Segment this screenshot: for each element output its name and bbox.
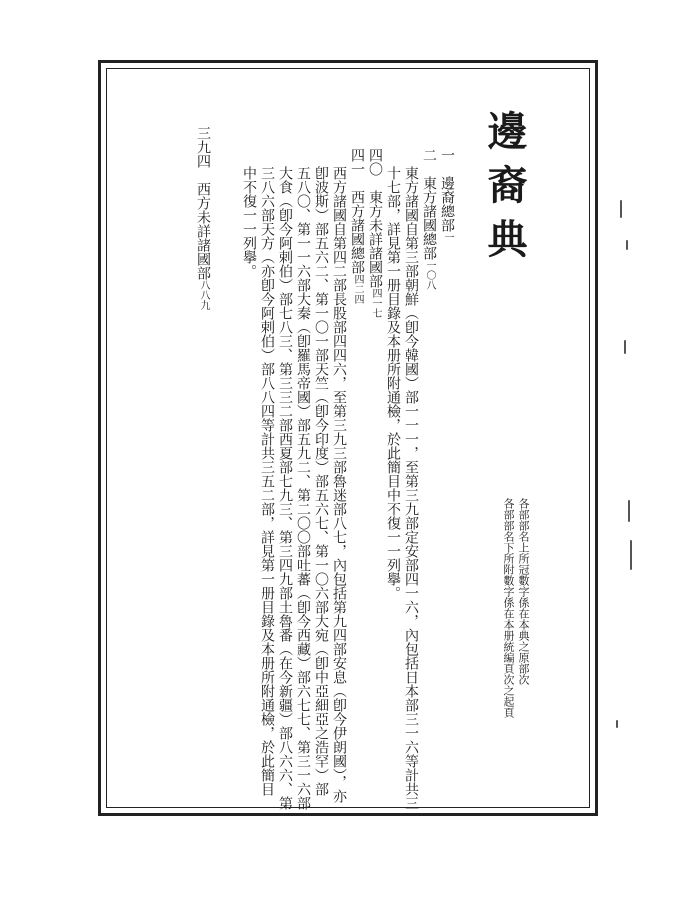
entry-label: 邊裔總部 — [439, 176, 455, 232]
entry-label: 西方未詳諸國部 — [195, 182, 211, 280]
note-line-1: 各部部名上所冠數字係在本典之原部次 — [517, 498, 530, 685]
entry-number: 一 — [439, 148, 455, 162]
entry-number: 四一 — [349, 148, 365, 176]
note-line-2: 各部部名下所附數字係在本册統編頁次之起頁 — [502, 498, 515, 718]
entry-number: 二 — [421, 148, 437, 162]
entry-label: 西方諸國總部 — [349, 190, 365, 274]
toc-detail-line: 十七部，詳見第一册目錄及本册所附通檢，於此簡目中不復一一列擧。 — [385, 166, 401, 600]
toc-detail-line: 東方諸國自第三部朝鮮（卽今韓國）部一一一，至第三九部定安部四一六，內包括日本部三一六等計共三 — [403, 166, 419, 810]
toc-detail-line: 西方諸國自第四二部長股部四四六，至第三九三部魯迷部八七，內包括第九四部安息（卽今伊朗國），亦 — [331, 166, 347, 803]
toc-entry-1 — [440, 148, 454, 242]
entry-number: 四〇 — [367, 148, 383, 176]
toc-entry-41 — [350, 148, 364, 304]
toc-detail-line: 卽波斯）部五六二、第一〇一部天竺（卽今印度）部五六七、第一〇六部大宛（卽中亞細亞之浩罕）部 — [313, 166, 329, 796]
scan-noise — [606, 200, 646, 700]
entry-number: 三九四 — [195, 126, 211, 168]
toc-entry-40 — [368, 148, 382, 318]
toc-detail-line: 五八〇、第一一六部大秦（卽羅馬帝國）部五九二、第二〇〇部吐蕃（卽今西藏）部六七七、第三一六部 — [295, 166, 311, 810]
toc-entry-2 — [422, 148, 436, 290]
page-title: 邊裔典 — [481, 110, 528, 272]
entry-label: 東方未詳諸國部 — [367, 190, 383, 288]
entry-label: 東方諸國總部 — [421, 176, 437, 260]
entry-page: 一 — [442, 232, 453, 242]
toc-detail-line: 中不復一一列擧。 — [241, 166, 257, 278]
toc-entry-394 — [196, 126, 210, 310]
entry-page: 一〇八 — [424, 260, 435, 290]
toc-detail-line: 大食（卽今阿剌伯）部七八三、第三三二部西夏部七九三、第三四九部土魯番（在今新疆）部八六六、第 — [277, 166, 293, 810]
entry-page: 四一七 — [370, 288, 381, 318]
toc-detail-line: 三八六部天方（亦卽今阿剌伯）部八八四等計共三五二部，詳見第一册目錄及本册所附通檢，於此簡目 — [259, 166, 275, 796]
entry-page: 八八九 — [198, 280, 209, 310]
entry-page: 四二四 — [352, 274, 363, 304]
